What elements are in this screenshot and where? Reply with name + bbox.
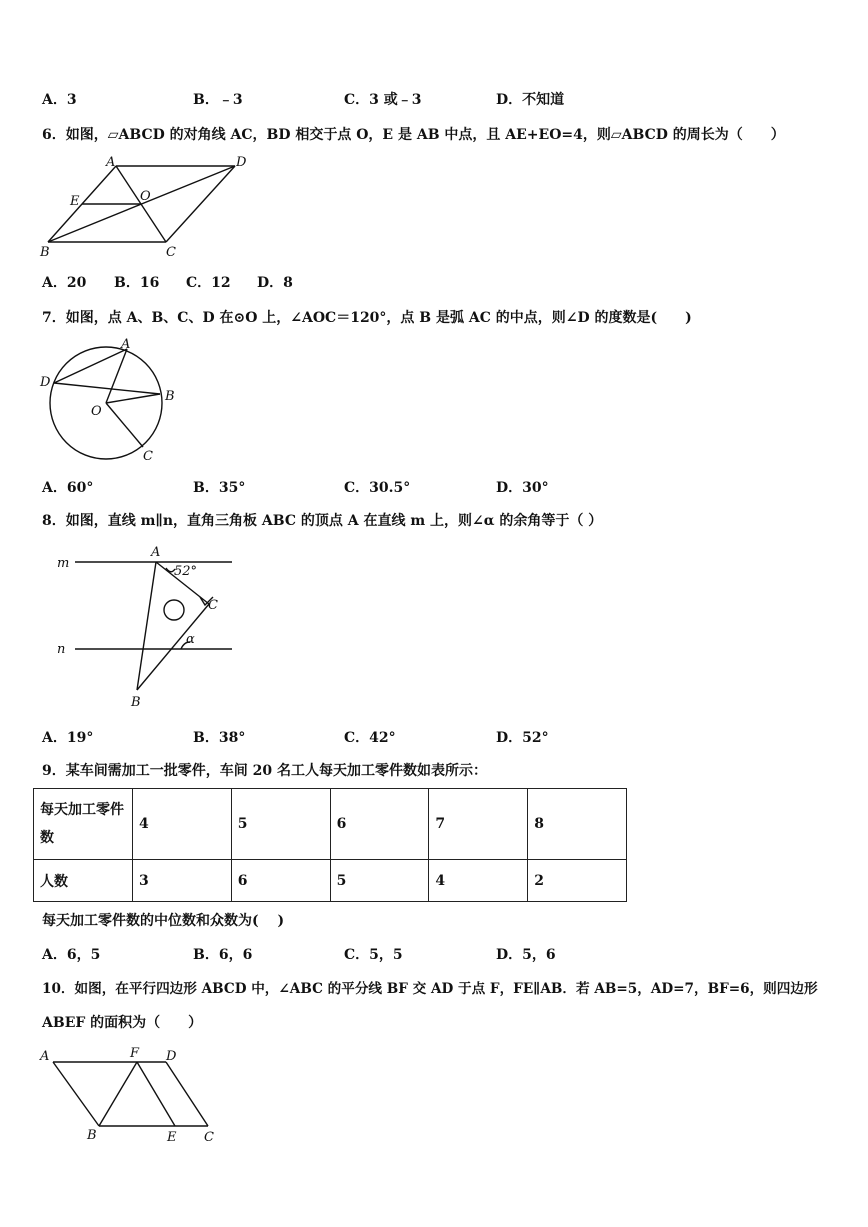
- table-cell: 5: [330, 860, 429, 902]
- q8-label-c: C: [208, 598, 218, 613]
- q8-option-a: A．19°: [42, 730, 94, 746]
- q8-label-a: A: [151, 545, 161, 560]
- q10-label-a: A: [40, 1049, 50, 1064]
- q8-stem: 8．如图，直线 m∥n，直角三角板 ABC 的顶点 A 在直线 m 上，则∠α 的余角等于（ ）: [42, 513, 603, 529]
- q6-label-o: O: [140, 189, 151, 204]
- q8-angle-52: 52°: [174, 564, 198, 579]
- table-cell: 7: [429, 789, 528, 860]
- q10-label-b: B: [87, 1128, 97, 1143]
- table-header-cell: 人数: [34, 860, 133, 902]
- q8-option-b: B．38°: [193, 730, 246, 746]
- q9-stem: 9．某车间需加工一批零件，车间 20 名工人每天加工零件数如表所示：: [42, 763, 487, 779]
- q9-option-c: C．5，5: [344, 947, 403, 963]
- q7-option-b: B．35°: [193, 480, 246, 496]
- q7-label-a: A: [121, 337, 131, 352]
- q6-option-b: B．16: [114, 275, 160, 291]
- q6-label-d: D: [236, 155, 247, 170]
- table-cell: 3: [133, 860, 232, 902]
- q8-label-b: B: [131, 695, 141, 710]
- table-cell: 6: [330, 789, 429, 860]
- q5-option-c: C．3 或﹣3: [344, 92, 422, 108]
- q6-option-a: A．20: [42, 275, 87, 291]
- q7-stem: 7．如图，点 A、B、C、D 在⊙O 上，∠AOC＝120°，点 B 是弧 AC 的中点，则∠D 的度数是( ): [42, 310, 692, 326]
- q7-option-a: A．60°: [42, 480, 94, 496]
- table-cell: 4: [429, 860, 528, 902]
- q7-label-d: D: [40, 375, 51, 390]
- q8-option-c: C．42°: [344, 730, 396, 746]
- table-cell: 6: [231, 860, 330, 902]
- q8-label-alpha: α: [186, 632, 195, 647]
- q5-option-d: D．不知道: [496, 92, 565, 108]
- q9-option-d: D．5，6: [496, 947, 556, 963]
- q10-stem-line2: ABEF 的面积为（ ）: [42, 1015, 203, 1031]
- q6-stem: 6．如图，▱ABCD 的对角线 AC，BD 相交于点 O，E 是 AB 中点，且 AE+EO=4，则▱ABCD 的周长为（ ）: [42, 127, 785, 143]
- table-header-cell: 每天加工零件数: [34, 789, 133, 860]
- q8-label-n: n: [57, 642, 66, 657]
- table-cell: 4: [133, 789, 232, 860]
- q9-option-a: A．6，5: [42, 947, 101, 963]
- q6-label-b: B: [40, 245, 50, 260]
- q6-label-c: C: [166, 245, 176, 260]
- q10-label-d: D: [166, 1049, 177, 1064]
- q9-question: 每天加工零件数的中位数和众数为( ): [42, 913, 285, 929]
- q7-label-c: C: [143, 449, 153, 464]
- q10-stem-line1: 10．如图，在平行四边形 ABCD 中，∠ABC 的平分线 BF 交 AD 于点 F，FE∥AB．若 AB=5，AD=7，BF=6，则四边形: [42, 981, 818, 997]
- q5-option-a: A．3: [42, 92, 77, 108]
- q7-option-c: C．30.5°: [344, 480, 411, 496]
- q10-label-c: C: [204, 1130, 214, 1145]
- q6-label-a: A: [106, 155, 116, 170]
- q7-label-o: O: [91, 404, 102, 419]
- q5-option-b: B．﹣3: [193, 92, 243, 108]
- q10-label-e: E: [167, 1130, 177, 1145]
- q8-label-m: m: [57, 556, 70, 571]
- q8-option-d: D．52°: [496, 730, 549, 746]
- q7-option-d: D．30°: [496, 480, 549, 496]
- q10-label-f: F: [130, 1046, 140, 1061]
- q6-label-e: E: [70, 194, 80, 209]
- table-cell: 8: [528, 789, 627, 860]
- q6-option-c: C．12: [186, 275, 231, 291]
- q9-option-b: B．6，6: [193, 947, 253, 963]
- q6-option-d: D．8: [257, 275, 293, 291]
- table-cell: 5: [231, 789, 330, 860]
- q7-label-b: B: [165, 389, 175, 404]
- table-cell: 2: [528, 860, 627, 902]
